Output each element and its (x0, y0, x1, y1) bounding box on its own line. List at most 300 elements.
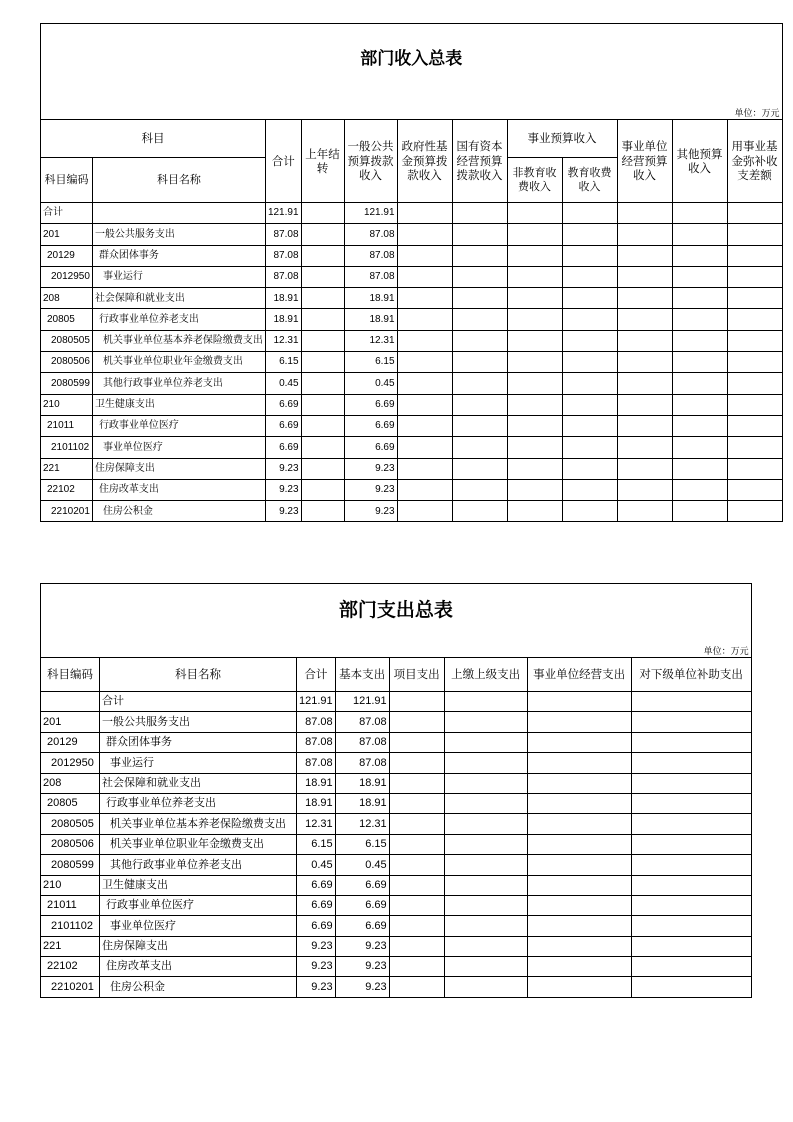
row-name: 行政事业单位养老支出 (92, 309, 265, 330)
row-empty-cell (397, 203, 452, 224)
row-empty-cell (527, 957, 631, 977)
row-carryover (301, 437, 344, 458)
row-code: 210 (41, 875, 100, 895)
row-carryover (301, 309, 344, 330)
row-name: 社会保障和就业支出 (92, 288, 265, 309)
row-empty-cell (562, 330, 617, 351)
row-code: 21011 (41, 415, 93, 436)
row-empty-cell (452, 266, 507, 287)
row-code: 2012950 (41, 753, 100, 773)
row-empty-cell (562, 266, 617, 287)
row-total: 121.91 (297, 692, 336, 712)
row-code: 201 (41, 224, 93, 245)
row-empty-cell (452, 352, 507, 373)
row-empty-cell (397, 288, 452, 309)
row-empty-cell (562, 479, 617, 500)
row-carryover (301, 352, 344, 373)
row-carryover (301, 373, 344, 394)
income-header-subject: 科目 (41, 120, 266, 158)
row-empty-cell (562, 352, 617, 373)
income-header-state-capital: 国有资本经营预算拨款收入 (452, 120, 507, 203)
row-total: 9.23 (265, 479, 301, 500)
row-empty-cell (562, 415, 617, 436)
row-empty-cell (444, 895, 527, 915)
row-name: 行政事业单位医疗 (100, 895, 297, 915)
row-total: 87.08 (297, 712, 336, 732)
row-empty-cell (562, 309, 617, 330)
row-total: 9.23 (297, 977, 336, 997)
row-total: 9.23 (265, 458, 301, 479)
row-total: 9.23 (265, 501, 301, 522)
row-empty-cell (389, 834, 444, 854)
row-empty-cell (727, 266, 782, 287)
table-row (41, 712, 752, 732)
table-row (41, 793, 752, 813)
row-empty-cell (389, 793, 444, 813)
row-empty-cell (452, 224, 507, 245)
row-name: 住房公积金 (100, 977, 297, 997)
row-empty-cell (527, 895, 631, 915)
row-code: 210 (41, 394, 93, 415)
row-basic: 0.45 (335, 855, 389, 875)
table-row (41, 266, 783, 287)
row-carryover (301, 394, 344, 415)
row-total: 87.08 (297, 753, 336, 773)
row-name: 行政事业单位养老支出 (100, 793, 297, 813)
income-title-cell (41, 24, 783, 96)
row-empty-cell (727, 245, 782, 266)
row-empty-cell (444, 916, 527, 936)
row-name: 卫生健康支出 (92, 394, 265, 415)
row-carryover (301, 288, 344, 309)
row-empty-cell (562, 245, 617, 266)
row-empty-cell (631, 834, 751, 854)
row-general-budget: 0.45 (344, 373, 397, 394)
row-empty-cell (397, 373, 452, 394)
row-empty-cell (617, 373, 672, 394)
row-total: 6.69 (265, 415, 301, 436)
row-name: 住房改革支出 (92, 479, 265, 500)
row-total: 18.91 (297, 773, 336, 793)
row-empty-cell (444, 692, 527, 712)
row-empty-cell (527, 936, 631, 956)
row-empty-cell (452, 415, 507, 436)
row-empty-cell (727, 203, 782, 224)
row-name: 事业运行 (92, 266, 265, 287)
row-empty-cell (631, 692, 751, 712)
row-empty-cell (507, 501, 562, 522)
row-general-budget: 9.23 (344, 501, 397, 522)
table-row (41, 373, 783, 394)
table-row (41, 753, 752, 773)
row-empty-cell (672, 394, 727, 415)
row-code: 201 (41, 712, 100, 732)
row-code: 221 (41, 458, 93, 479)
row-empty-cell (397, 245, 452, 266)
row-empty-cell (452, 245, 507, 266)
row-general-budget: 6.15 (344, 352, 397, 373)
row-empty-cell (397, 224, 452, 245)
row-empty-cell (617, 203, 672, 224)
row-empty-cell (631, 855, 751, 875)
row-empty-cell (397, 352, 452, 373)
row-carryover (301, 330, 344, 351)
row-total: 87.08 (265, 266, 301, 287)
income-header-general-budget: 一般公共预算拨款收入 (344, 120, 397, 203)
row-empty-cell (631, 916, 751, 936)
row-basic: 9.23 (335, 957, 389, 977)
row-total: 6.69 (297, 875, 336, 895)
expense-title-cell (41, 584, 752, 636)
expense-title: 部门支出总表 (338, 599, 453, 621)
row-name: 群众团体事务 (92, 245, 265, 266)
income-header-non-edu-fee: 非教育收费收入 (507, 158, 562, 203)
row-total: 87.08 (265, 245, 301, 266)
row-empty-cell (389, 895, 444, 915)
row-empty-cell (727, 394, 782, 415)
expense-header-project: 项目支出 (389, 658, 444, 692)
row-empty-cell (672, 288, 727, 309)
table-row (41, 977, 752, 997)
row-empty-cell (727, 224, 782, 245)
row-code (41, 692, 100, 712)
row-empty-cell (672, 203, 727, 224)
row-empty-cell (389, 855, 444, 875)
row-empty-cell (507, 330, 562, 351)
row-code: 2080505 (41, 330, 93, 351)
row-empty-cell (631, 773, 751, 793)
row-total: 18.91 (265, 309, 301, 330)
row-empty-cell (617, 266, 672, 287)
row-empty-cell (672, 373, 727, 394)
row-empty-cell (389, 773, 444, 793)
table-row (41, 916, 752, 936)
table-row (41, 692, 752, 712)
row-total: 12.31 (265, 330, 301, 351)
row-name: 事业运行 (100, 753, 297, 773)
table-row (41, 895, 752, 915)
row-general-budget: 87.08 (344, 245, 397, 266)
expense-header-total: 合计 (297, 658, 336, 692)
row-code: 2080599 (41, 373, 93, 394)
row-empty-cell (397, 330, 452, 351)
row-empty-cell (452, 203, 507, 224)
expense-header-subsidy: 对下级单位补助支出 (631, 658, 751, 692)
row-code: 2080506 (41, 352, 93, 373)
row-general-budget: 6.69 (344, 437, 397, 458)
row-empty-cell (672, 415, 727, 436)
row-empty-cell (389, 712, 444, 732)
row-empty-cell (617, 288, 672, 309)
row-empty-cell (444, 732, 527, 752)
row-empty-cell (727, 352, 782, 373)
row-basic: 87.08 (335, 732, 389, 752)
row-empty-cell (507, 203, 562, 224)
row-empty-cell (727, 309, 782, 330)
income-header-code: 科目编码 (41, 158, 93, 203)
row-empty-cell (389, 957, 444, 977)
row-empty-cell (444, 875, 527, 895)
income-header-edu-fee: 教育收费收入 (562, 158, 617, 203)
row-code: 2080505 (41, 814, 100, 834)
row-code: 22102 (41, 957, 100, 977)
row-basic: 121.91 (335, 692, 389, 712)
expense-header-upper: 上缴上级支出 (444, 658, 527, 692)
row-empty-cell (397, 437, 452, 458)
row-name: 住房公积金 (92, 501, 265, 522)
income-header-name: 科目名称 (92, 158, 265, 203)
row-empty-cell (527, 916, 631, 936)
row-empty-cell (672, 437, 727, 458)
row-total: 121.91 (265, 203, 301, 224)
expense-unit: 单位：万元 (41, 636, 752, 658)
income-unit: 单位：万元 (41, 96, 783, 120)
row-empty-cell (672, 224, 727, 245)
row-empty-cell (562, 501, 617, 522)
row-code: 合计 (41, 203, 93, 224)
table-row (41, 501, 783, 522)
row-basic: 18.91 (335, 793, 389, 813)
row-total: 6.15 (297, 834, 336, 854)
row-total: 9.23 (297, 936, 336, 956)
row-empty-cell (672, 458, 727, 479)
row-empty-cell (562, 203, 617, 224)
row-empty-cell (444, 957, 527, 977)
row-empty-cell (562, 288, 617, 309)
row-name: 事业单位医疗 (92, 437, 265, 458)
row-empty-cell (389, 875, 444, 895)
table-row (41, 437, 783, 458)
row-code: 20805 (41, 309, 93, 330)
row-empty-cell (617, 415, 672, 436)
row-code: 208 (41, 773, 100, 793)
row-total: 12.31 (297, 814, 336, 834)
row-code: 20129 (41, 732, 100, 752)
row-basic: 6.69 (335, 916, 389, 936)
row-code: 2101102 (41, 916, 100, 936)
row-general-budget: 9.23 (344, 458, 397, 479)
row-general-budget: 87.08 (344, 266, 397, 287)
row-empty-cell (397, 479, 452, 500)
row-code: 208 (41, 288, 93, 309)
table-row (41, 936, 752, 956)
row-empty-cell (672, 479, 727, 500)
row-empty-cell (672, 501, 727, 522)
row-empty-cell (617, 458, 672, 479)
row-empty-cell (527, 732, 631, 752)
row-empty-cell (562, 458, 617, 479)
row-empty-cell (507, 224, 562, 245)
row-empty-cell (631, 936, 751, 956)
row-empty-cell (389, 977, 444, 997)
row-code: 2101102 (41, 437, 93, 458)
row-total: 6.15 (265, 352, 301, 373)
row-empty-cell (617, 245, 672, 266)
income-header-business-unit: 事业单位经营预算收入 (617, 120, 672, 203)
table-row (41, 330, 783, 351)
row-basic: 6.69 (335, 895, 389, 915)
row-empty-cell (527, 712, 631, 732)
row-total: 0.45 (265, 373, 301, 394)
row-empty-cell (389, 916, 444, 936)
row-empty-cell (727, 501, 782, 522)
row-empty-cell (397, 501, 452, 522)
row-empty-cell (727, 288, 782, 309)
row-name: 群众团体事务 (100, 732, 297, 752)
row-empty-cell (444, 936, 527, 956)
row-code: 21011 (41, 895, 100, 915)
row-empty-cell (527, 875, 631, 895)
row-empty-cell (452, 330, 507, 351)
expense-header-business: 事业单位经营支出 (527, 658, 631, 692)
row-empty-cell (617, 437, 672, 458)
table-row (41, 458, 783, 479)
row-empty-cell (672, 266, 727, 287)
row-basic: 6.69 (335, 875, 389, 895)
row-empty-cell (507, 458, 562, 479)
table-row (41, 834, 752, 854)
row-total: 6.69 (265, 437, 301, 458)
row-empty-cell (631, 814, 751, 834)
row-empty-cell (452, 501, 507, 522)
table-row (41, 203, 783, 224)
row-empty-cell (527, 855, 631, 875)
row-empty-cell (727, 373, 782, 394)
table-row (41, 415, 783, 436)
row-empty-cell (527, 834, 631, 854)
row-empty-cell (527, 692, 631, 712)
row-empty-cell (507, 479, 562, 500)
row-general-budget: 87.08 (344, 224, 397, 245)
table-row (41, 479, 783, 500)
row-carryover (301, 245, 344, 266)
row-code: 2080599 (41, 855, 100, 875)
row-empty-cell (507, 288, 562, 309)
row-empty-cell (562, 394, 617, 415)
table-row (41, 245, 783, 266)
row-empty-cell (727, 330, 782, 351)
table-row (41, 352, 783, 373)
row-name: 事业单位医疗 (100, 916, 297, 936)
table-row (41, 732, 752, 752)
row-code: 2012950 (41, 266, 93, 287)
table-row (41, 814, 752, 834)
row-empty-cell (444, 855, 527, 875)
row-empty-cell (672, 352, 727, 373)
row-empty-cell (617, 352, 672, 373)
row-empty-cell (507, 245, 562, 266)
row-empty-cell (507, 309, 562, 330)
row-name: 一般公共服务支出 (100, 712, 297, 732)
row-name: 社会保障和就业支出 (100, 773, 297, 793)
row-total: 18.91 (265, 288, 301, 309)
row-basic: 87.08 (335, 712, 389, 732)
row-empty-cell (389, 814, 444, 834)
row-name: 卫生健康支出 (100, 875, 297, 895)
row-empty-cell (389, 732, 444, 752)
row-empty-cell (631, 957, 751, 977)
row-code: 20129 (41, 245, 93, 266)
row-empty-cell (631, 732, 751, 752)
expense-header-code: 科目编码 (41, 658, 100, 692)
income-header-total: 合计 (265, 120, 301, 203)
row-carryover (301, 224, 344, 245)
row-empty-cell (631, 712, 751, 732)
row-empty-cell (631, 895, 751, 915)
row-name: 一般公共服务支出 (92, 224, 265, 245)
row-name: 行政事业单位医疗 (92, 415, 265, 436)
income-header-carryover: 上年结转 (301, 120, 344, 203)
table-row (41, 855, 752, 875)
row-code: 221 (41, 936, 100, 956)
row-empty-cell (527, 753, 631, 773)
row-empty-cell (617, 309, 672, 330)
row-general-budget: 18.91 (344, 288, 397, 309)
row-general-budget: 12.31 (344, 330, 397, 351)
row-basic: 87.08 (335, 753, 389, 773)
row-empty-cell (444, 712, 527, 732)
row-empty-cell (507, 373, 562, 394)
row-empty-cell (507, 394, 562, 415)
row-carryover (301, 266, 344, 287)
row-empty-cell (527, 977, 631, 997)
row-carryover (301, 479, 344, 500)
row-empty-cell (452, 373, 507, 394)
row-code: 22102 (41, 479, 93, 500)
row-empty-cell (507, 266, 562, 287)
row-empty-cell (507, 352, 562, 373)
row-empty-cell (397, 309, 452, 330)
row-empty-cell (444, 753, 527, 773)
row-empty-cell (444, 773, 527, 793)
income-header-gov-fund: 政府性基金预算拨款收入 (397, 120, 452, 203)
income-title: 部门收入总表 (360, 49, 463, 69)
table-row (41, 309, 783, 330)
row-empty-cell (672, 309, 727, 330)
row-empty-cell (617, 394, 672, 415)
row-total: 9.23 (297, 957, 336, 977)
row-empty-cell (507, 437, 562, 458)
row-empty-cell (452, 309, 507, 330)
row-empty-cell (507, 415, 562, 436)
row-empty-cell (631, 875, 751, 895)
row-total: 18.91 (297, 793, 336, 813)
row-carryover (301, 458, 344, 479)
row-code: 2210201 (41, 977, 100, 997)
row-empty-cell (389, 692, 444, 712)
income-summary-table (40, 23, 783, 522)
row-empty-cell (631, 977, 751, 997)
row-empty-cell (397, 394, 452, 415)
expense-header-name: 科目名称 (100, 658, 297, 692)
row-empty-cell (452, 479, 507, 500)
row-empty-cell (727, 479, 782, 500)
row-carryover (301, 501, 344, 522)
row-empty-cell (527, 814, 631, 834)
row-empty-cell (452, 394, 507, 415)
row-empty-cell (444, 814, 527, 834)
table-row (41, 288, 783, 309)
expense-header-basic: 基本支出 (335, 658, 389, 692)
row-basic: 9.23 (335, 977, 389, 997)
row-empty-cell (631, 793, 751, 813)
row-name: 机关事业单位职业年金缴费支出 (92, 352, 265, 373)
row-code: 20805 (41, 793, 100, 813)
row-empty-cell (452, 437, 507, 458)
row-empty-cell (562, 373, 617, 394)
row-name: 合计 (100, 692, 297, 712)
row-general-budget: 18.91 (344, 309, 397, 330)
